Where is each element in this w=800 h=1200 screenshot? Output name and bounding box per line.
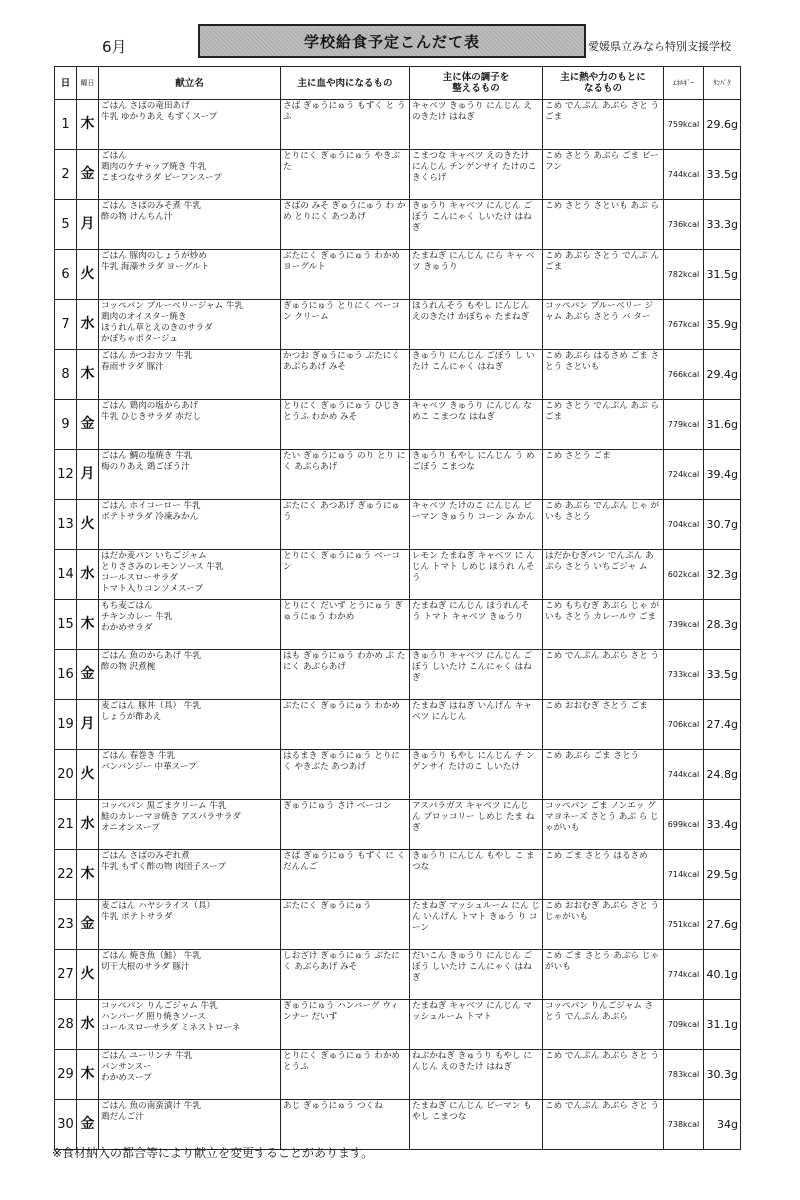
dish-line: コールスローサラダ (101, 573, 178, 583)
protein-cell: 30.3g (704, 1050, 741, 1100)
protein-cell: 27.6g (704, 900, 741, 950)
day-cell: 2 (55, 150, 77, 200)
green-food-cell: だいこん きゅうり にんじん ごぼう しいたけ こんにゃく はねぎ (410, 950, 543, 1000)
col-header-yellow-line2: なるもの (583, 83, 622, 94)
red-food-cell: たい ぎゅうにゅう のり とり にく あぶらあげ (281, 450, 410, 500)
energy-cell: 774kcal (664, 950, 704, 1000)
weekday-cell: 木 (77, 600, 99, 650)
day-cell: 20 (55, 750, 77, 800)
dish-line: ごはん 豚肉のしょうが炒め (101, 251, 207, 261)
col-header-green-line1: 主に体の調子を (442, 72, 510, 83)
red-food-cell: さば ぎゅうにゅう もずく と うふ (281, 100, 410, 150)
protein-cell: 33.5g (704, 650, 741, 700)
dish-line: コールスローサラダ ミネストローネ (101, 1023, 241, 1033)
protein-cell: 31.6g (704, 400, 741, 450)
red-food-cell: さば ぎゅうにゅう もずく に くだんんご (281, 850, 410, 900)
red-food-cell: ぎゅうにゅう ハンバーグ ウィ ンナー だいず (281, 1000, 410, 1050)
protein-cell: 39.4g (704, 450, 741, 500)
dish-line: 鶏肉のオイスター焼き (101, 312, 187, 322)
table-row (55, 650, 741, 700)
day-cell: 15 (55, 600, 77, 650)
dish-line: ごはん さばのみぞれ煮 (101, 851, 190, 861)
green-food-cell: たまねぎ にんじん ほうれんそ う トマト キャベツ きゅうり (410, 600, 543, 650)
protein-cell: 30.7g (704, 500, 741, 550)
red-food-cell: とりにく ぎゅうにゅう わかめ とうふ (281, 1050, 410, 1100)
yellow-food-cell: こめ でんぷん あぶら さと う (543, 1100, 664, 1150)
menu-cell (99, 300, 281, 350)
dish-line: 春雨サラダ 豚汁 (101, 362, 164, 372)
menu-cell (99, 850, 281, 900)
energy-cell: 704kcal (664, 500, 704, 550)
protein-cell: 33.4g (704, 800, 741, 850)
yellow-food-cell: コッペパン りんごジャム さとう でんぷん あぶら (543, 1000, 664, 1050)
dish-line: コッペパン りんごジャム 牛乳 (101, 1001, 218, 1011)
day-cell: 16 (55, 650, 77, 700)
red-food-cell: ぶたにく あつあげ ぎゅうにゅ う (281, 500, 410, 550)
dish-line: ごはん さばの竜田あげ (101, 101, 190, 111)
weekday-cell: 火 (77, 950, 99, 1000)
dish-line: 酢の物 けんちん汁 (101, 212, 173, 222)
dish-line: わかめサラダ (101, 623, 153, 633)
green-food-cell: レモン たまねぎ キャベツ に んじん トマト しめじ ほうれ んそう (410, 550, 543, 600)
menu-cell (99, 600, 281, 650)
table-row (55, 300, 741, 350)
energy-cell: 783kcal (664, 1050, 704, 1100)
page-title: 学校給食予定こんだて表 (198, 24, 586, 58)
dish-line: ハンバーグ 照り焼きソース (101, 1012, 206, 1022)
dish-line: ごはん 焼き魚（鮭） 牛乳 (101, 951, 201, 961)
protein-cell: 29.4g (704, 350, 741, 400)
green-food-cell: きゅうり にんじん もやし こ まつな (410, 850, 543, 900)
weekday-cell: 木 (77, 350, 99, 400)
month-label: 6月 (102, 38, 127, 56)
yellow-food-cell: こめ あぶら はるさめ ごま さとう さといも (543, 350, 664, 400)
menu-cell (99, 750, 281, 800)
weekday-cell: 金 (77, 150, 99, 200)
dish-line: ごはん ユーリンチ 牛乳 (101, 1051, 193, 1061)
energy-cell: 739kcal (664, 600, 704, 650)
protein-cell: 40.1g (704, 950, 741, 1000)
energy-cell: 736kcal (664, 200, 704, 250)
col-header-yellow-line1: 主に熱や力のもとに (560, 72, 646, 83)
day-cell: 8 (55, 350, 77, 400)
weekday-cell: 水 (77, 300, 99, 350)
table-row (55, 100, 741, 150)
menu-cell (99, 150, 281, 200)
day-cell: 6 (55, 250, 77, 300)
red-food-cell: ぎゅうにゅう とりにく ベーコ ン クリーム (281, 300, 410, 350)
day-cell: 22 (55, 850, 77, 900)
col-header-menu: 献立名 (99, 67, 281, 100)
day-cell: 19 (55, 700, 77, 750)
protein-cell: 33.5g (704, 150, 741, 200)
col-header-yellow (543, 67, 664, 100)
green-food-cell: こまつな キャベツ えのきたけ にんじん チンゲンサイ たけのこ きくらげ (410, 150, 543, 200)
dish-line: 牛乳 海藻サラダ ヨーグルト (101, 262, 210, 272)
menu-cell (99, 650, 281, 700)
menu-cell (99, 1100, 281, 1150)
menu-cell (99, 700, 281, 750)
green-food-cell: きゅうり にんじん ごぼう し いたけ こんにゃく はねぎ (410, 350, 543, 400)
energy-cell: 602kcal (664, 550, 704, 600)
weekday-cell: 木 (77, 100, 99, 150)
protein-cell: 31.1g (704, 1000, 741, 1050)
table-row (55, 150, 741, 200)
protein-cell: 29.5g (704, 850, 741, 900)
table-row (55, 850, 741, 900)
table-row (55, 250, 741, 300)
red-food-cell: はも ぎゅうにゅう わかめ ぶ たにく あぶらあげ (281, 650, 410, 700)
yellow-food-cell: こめ でんぷん あぶら さと う (543, 1050, 664, 1100)
dish-line: 鶏だんご汁 (101, 1112, 144, 1122)
table-row (55, 1000, 741, 1050)
dish-line: ごはん さばのみそ煮 牛乳 (101, 201, 201, 211)
table-row (55, 1100, 741, 1150)
energy-cell: 706kcal (664, 700, 704, 750)
protein-cell: 28.3g (704, 600, 741, 650)
day-cell: 7 (55, 300, 77, 350)
table-row (55, 200, 741, 250)
menu-table-body (55, 100, 741, 1150)
weekday-cell: 金 (77, 1100, 99, 1150)
menu-cell (99, 1000, 281, 1050)
table-row (55, 350, 741, 400)
table-header-row (55, 67, 741, 100)
dish-line: かぼちゃポタージュ (101, 334, 179, 344)
dish-line: ごはん 魚のからあげ 牛乳 (101, 651, 201, 661)
red-food-cell: かつお ぎゅうにゅう ぶたにく あぶらあげ みそ (281, 350, 410, 400)
energy-cell: 751kcal (664, 900, 704, 950)
red-food-cell: とりにく ぎゅうにゅう ひじき とうふ わかめ みそ (281, 400, 410, 450)
menu-cell (99, 950, 281, 1000)
protein-cell: 33.3g (704, 200, 741, 250)
protein-cell: 29.6g (704, 100, 741, 150)
weekday-cell: 月 (77, 450, 99, 500)
table-row (55, 800, 741, 850)
green-food-cell: たまねぎ はねぎ いんげん キャベツ にんじん (410, 700, 543, 750)
table-row (55, 700, 741, 750)
red-food-cell: とりにく だいず とうにゅう ぎゅうにゅう わかめ (281, 600, 410, 650)
protein-cell: 24.8g (704, 750, 741, 800)
energy-cell: 767kcal (664, 300, 704, 350)
dish-line: わかめスープ (101, 1073, 152, 1083)
green-food-cell: たまねぎ マッシュルーム にん じん いんげん トマト きゅう り コーン (410, 900, 543, 950)
table-row (55, 400, 741, 450)
dish-line: こまつなサラダ ビーフンスープ (101, 173, 222, 183)
weekday-cell: 水 (77, 1000, 99, 1050)
day-cell: 12 (55, 450, 77, 500)
yellow-food-cell: こめ でんぷん あぶら さと う ごま (543, 100, 664, 150)
dish-line: もち麦ごはん (101, 601, 153, 611)
menu-cell (99, 500, 281, 550)
menu-cell (99, 200, 281, 250)
energy-cell: 744kcal (664, 750, 704, 800)
weekday-cell: 水 (77, 550, 99, 600)
dish-line: しょうが酢あえ (101, 712, 162, 722)
red-food-cell: はるまき ぎゅうにゅう とりに く やきぶた あつあげ (281, 750, 410, 800)
protein-cell: 27.4g (704, 700, 741, 750)
weekday-cell: 木 (77, 850, 99, 900)
dish-line: ごはん 魚の南蛮漬け 牛乳 (101, 1101, 201, 1111)
menu-cell (99, 1050, 281, 1100)
school-name: 愛媛県立みなら特別支援学校 (588, 40, 731, 53)
protein-cell: 35.9g (704, 300, 741, 350)
green-food-cell: ねぶかねぎ きゅうり もやし にんじん えのきたけ はねぎ (410, 1050, 543, 1100)
green-food-cell: きゅうり もやし にんじん チ ンゲンサイ たけのこ しいたけ (410, 750, 543, 800)
green-food-cell: ほうれんそう もやし にんじん えのきたけ かぼちゃ たまねぎ (410, 300, 543, 350)
table-row (55, 750, 741, 800)
col-header-green (410, 67, 543, 100)
dish-line: はだか麦パン いちごジャム (101, 551, 207, 561)
day-cell: 21 (55, 800, 77, 850)
weekday-cell: 金 (77, 400, 99, 450)
yellow-food-cell: こめ さとう あぶら ごま ビーフン (543, 150, 664, 200)
col-header-protein: ﾀﾝﾊﾟｸ (704, 67, 741, 100)
energy-cell: 699kcal (664, 800, 704, 850)
yellow-food-cell: こめ ごま さとう あぶら じゃがいも (543, 950, 664, 1000)
weekday-cell: 金 (77, 650, 99, 700)
dish-line: コッペパン ブルーベリージャム 牛乳 (101, 301, 244, 311)
footer-note: ※食材納入の都合等により献立を変更することがあります。 (52, 1146, 374, 1160)
green-food-cell: キャベツ たけのこ にんじん ピーマン きゅうり コーン み かん (410, 500, 543, 550)
page-header (0, 0, 800, 66)
dish-line: 牛乳 ポテトサラダ (101, 912, 173, 922)
day-cell: 5 (55, 200, 77, 250)
weekday-cell: 木 (77, 1050, 99, 1100)
green-food-cell: きゅうり キャベツ にんじん ごぼう こんにゃく しいたけ はねぎ (410, 200, 543, 250)
dish-line: トマト入りコンソメスープ (101, 584, 204, 594)
weekday-cell: 火 (77, 750, 99, 800)
yellow-food-cell: こめ さとう ごま (543, 450, 664, 500)
dish-line: とりささみのレモンソース 牛乳 (101, 562, 224, 572)
dish-line: 切干大根のサラダ 豚汁 (101, 962, 190, 972)
dish-line: ごはん かつおカツ 牛乳 (101, 351, 193, 361)
green-food-cell: たまねぎ にんじん にら キャ ベツ きゅうり (410, 250, 543, 300)
dish-line: 梅のりあえ 鶏ごぼう汁 (101, 462, 190, 472)
weekday-cell: 水 (77, 800, 99, 850)
dish-line: ごはん 鶏肉の塩からあげ (101, 401, 199, 411)
day-cell: 27 (55, 950, 77, 1000)
menu-table (54, 66, 741, 1150)
day-cell: 14 (55, 550, 77, 600)
table-row (55, 600, 741, 650)
dish-line: オニオンスープ (101, 823, 160, 833)
col-header-day: 日 (55, 67, 77, 100)
yellow-food-cell: こめ でんぷん あぶら さと う (543, 650, 664, 700)
day-cell: 1 (55, 100, 77, 150)
dish-line: 麦ごはん 豚丼（具） 牛乳 (101, 701, 201, 711)
dish-line: ポテトサラダ 冷凍みかん (101, 512, 199, 522)
protein-cell: 31.5g (704, 250, 741, 300)
weekday-cell: 火 (77, 250, 99, 300)
dish-line: 麦ごはん ハヤシライス（具） (101, 901, 216, 911)
green-food-cell: キャベツ きゅうり にんじん えのきたけ はねぎ (410, 100, 543, 150)
dish-line: 酢の物 沢煮椀 (101, 662, 156, 672)
protein-cell: 32.3g (704, 550, 741, 600)
green-food-cell: きゅうり キャベツ にんじん ごぼう しいたけ こんにゃく はねぎ (410, 650, 543, 700)
dish-line: 牛乳 もずく酢の物 肉団子スープ (101, 862, 226, 872)
energy-cell: 759kcal (664, 100, 704, 150)
dish-line: ごはん 春巻き 牛乳 (101, 751, 176, 761)
energy-cell: 738kcal (664, 1100, 704, 1150)
yellow-food-cell: こめ あぶら さとう でんぷ ん ごま (543, 250, 664, 300)
menu-cell (99, 350, 281, 400)
energy-cell: 724kcal (664, 450, 704, 500)
day-cell: 30 (55, 1100, 77, 1150)
col-header-energy: ｴﾈﾙｷﾞｰ (664, 67, 704, 100)
yellow-food-cell: こめ あぶら でんぷん じゃ がいも さとう (543, 500, 664, 550)
yellow-food-cell: こめ さとう さといも あぶ ら (543, 200, 664, 250)
dish-line: ごはん (101, 151, 127, 161)
energy-cell: 709kcal (664, 1000, 704, 1050)
red-food-cell: さばの みそ ぎゅうにゅう わ かめ とりにく あつあげ (281, 200, 410, 250)
weekday-cell: 月 (77, 700, 99, 750)
dish-line: 牛乳 ゆかりあえ もずくスープ (101, 112, 218, 122)
menu-cell (99, 250, 281, 300)
yellow-food-cell: こめ さとう でんぷん あぶ ら ごま (543, 400, 664, 450)
dish-line: ごはん ホイコーロー 牛乳 (101, 501, 201, 511)
weekday-cell: 月 (77, 200, 99, 250)
green-food-cell: たまねぎ キャベツ にんじん マッシュルーム トマト (410, 1000, 543, 1050)
energy-cell: 733kcal (664, 650, 704, 700)
table-row (55, 450, 741, 500)
red-food-cell: とりにく ぎゅうにゅう やきぶ た (281, 150, 410, 200)
day-cell: 9 (55, 400, 77, 450)
day-cell: 29 (55, 1050, 77, 1100)
table-row (55, 500, 741, 550)
energy-cell: 766kcal (664, 350, 704, 400)
menu-cell (99, 550, 281, 600)
dish-line: ほうれん草とえのきのサラダ (101, 323, 213, 333)
energy-cell: 744kcal (664, 150, 704, 200)
dish-line: チキンカレー 牛乳 (101, 612, 173, 622)
menu-cell (99, 400, 281, 450)
menu-cell (99, 100, 281, 150)
green-food-cell: アスパラガス キャベツ にんじ ん ブロッコリー しめじ たま ねぎ (410, 800, 543, 850)
yellow-food-cell: こめ おおむぎ さとう ごま (543, 700, 664, 750)
yellow-food-cell: こめ ごま さとう はるさめ (543, 850, 664, 900)
day-cell: 13 (55, 500, 77, 550)
dish-line: コッペパン 黒ごまクリーム 牛乳 (101, 801, 227, 811)
yellow-food-cell: こめ おおむぎ あぶら さと う じゃがいも (543, 900, 664, 950)
protein-cell: 34g (704, 1100, 741, 1150)
energy-cell: 779kcal (664, 400, 704, 450)
yellow-food-cell: こめ あぶら ごま さとう (543, 750, 664, 800)
yellow-food-cell: はだかむぎパン でんぷん あぶら さとう いちごジャ ム (543, 550, 664, 600)
day-cell: 23 (55, 900, 77, 950)
energy-cell: 714kcal (664, 850, 704, 900)
menu-cell (99, 800, 281, 850)
energy-cell: 782kcal (664, 250, 704, 300)
red-food-cell: ぶたにく ぎゅうにゅう わかめ ヨーグルト (281, 250, 410, 300)
yellow-food-cell: こめ もちむぎ あぶら じゃ がいも さとう カレールウ ごま (543, 600, 664, 650)
col-header-dow: 曜日 (77, 67, 99, 100)
red-food-cell: あじ ぎゅうにゅう つくね (281, 1100, 410, 1150)
dish-line: バンサンスー (101, 1062, 152, 1072)
yellow-food-cell: コッペパン ごま ノンエッ グマヨネーズ さとう あぶ ら じゃがいも (543, 800, 664, 850)
yellow-food-cell: コッペパン ブルーベリー ジャム あぶら さとう バ ター (543, 300, 664, 350)
dish-line: バンバンジー 中華スープ (101, 762, 197, 772)
red-food-cell: とりにく ぎゅうにゅう ベーコ ン (281, 550, 410, 600)
red-food-cell: ぎゅうにゅう さけ ベーコン (281, 800, 410, 850)
green-food-cell: キャベツ きゅうり にんじん なめこ こまつな はねぎ (410, 400, 543, 450)
table-row (55, 950, 741, 1000)
dish-line: 牛乳 ひじきサラダ 赤だし (101, 412, 201, 422)
menu-cell (99, 450, 281, 500)
dish-line: ごはん 鯛の塩焼き 牛乳 (101, 451, 193, 461)
col-header-green-line2: 整えるもの (452, 83, 500, 94)
weekday-cell: 金 (77, 900, 99, 950)
day-cell: 28 (55, 1000, 77, 1050)
table-row (55, 900, 741, 950)
red-food-cell: しおざけ ぎゅうにゅう ぶたに く あぶらあげ みそ (281, 950, 410, 1000)
green-food-cell: たまねぎ にんじん ピーマン もやし こまつな (410, 1100, 543, 1150)
table-row (55, 1050, 741, 1100)
green-food-cell: きゅうり もやし にんじん う め ごぼう こまつな (410, 450, 543, 500)
table-row (55, 550, 741, 600)
menu-cell (99, 900, 281, 950)
dish-line: 鶏肉のケチャップ焼き 牛乳 (101, 162, 207, 172)
red-food-cell: ぶたにく ぎゅうにゅう わかめ (281, 700, 410, 750)
col-header-red: 主に血や肉になるもの (281, 67, 410, 100)
red-food-cell: ぶたにく ぎゅうにゅう (281, 900, 410, 950)
weekday-cell: 火 (77, 500, 99, 550)
dish-line: 鮭のカレーマヨ焼き アスパラサラダ (101, 812, 241, 822)
